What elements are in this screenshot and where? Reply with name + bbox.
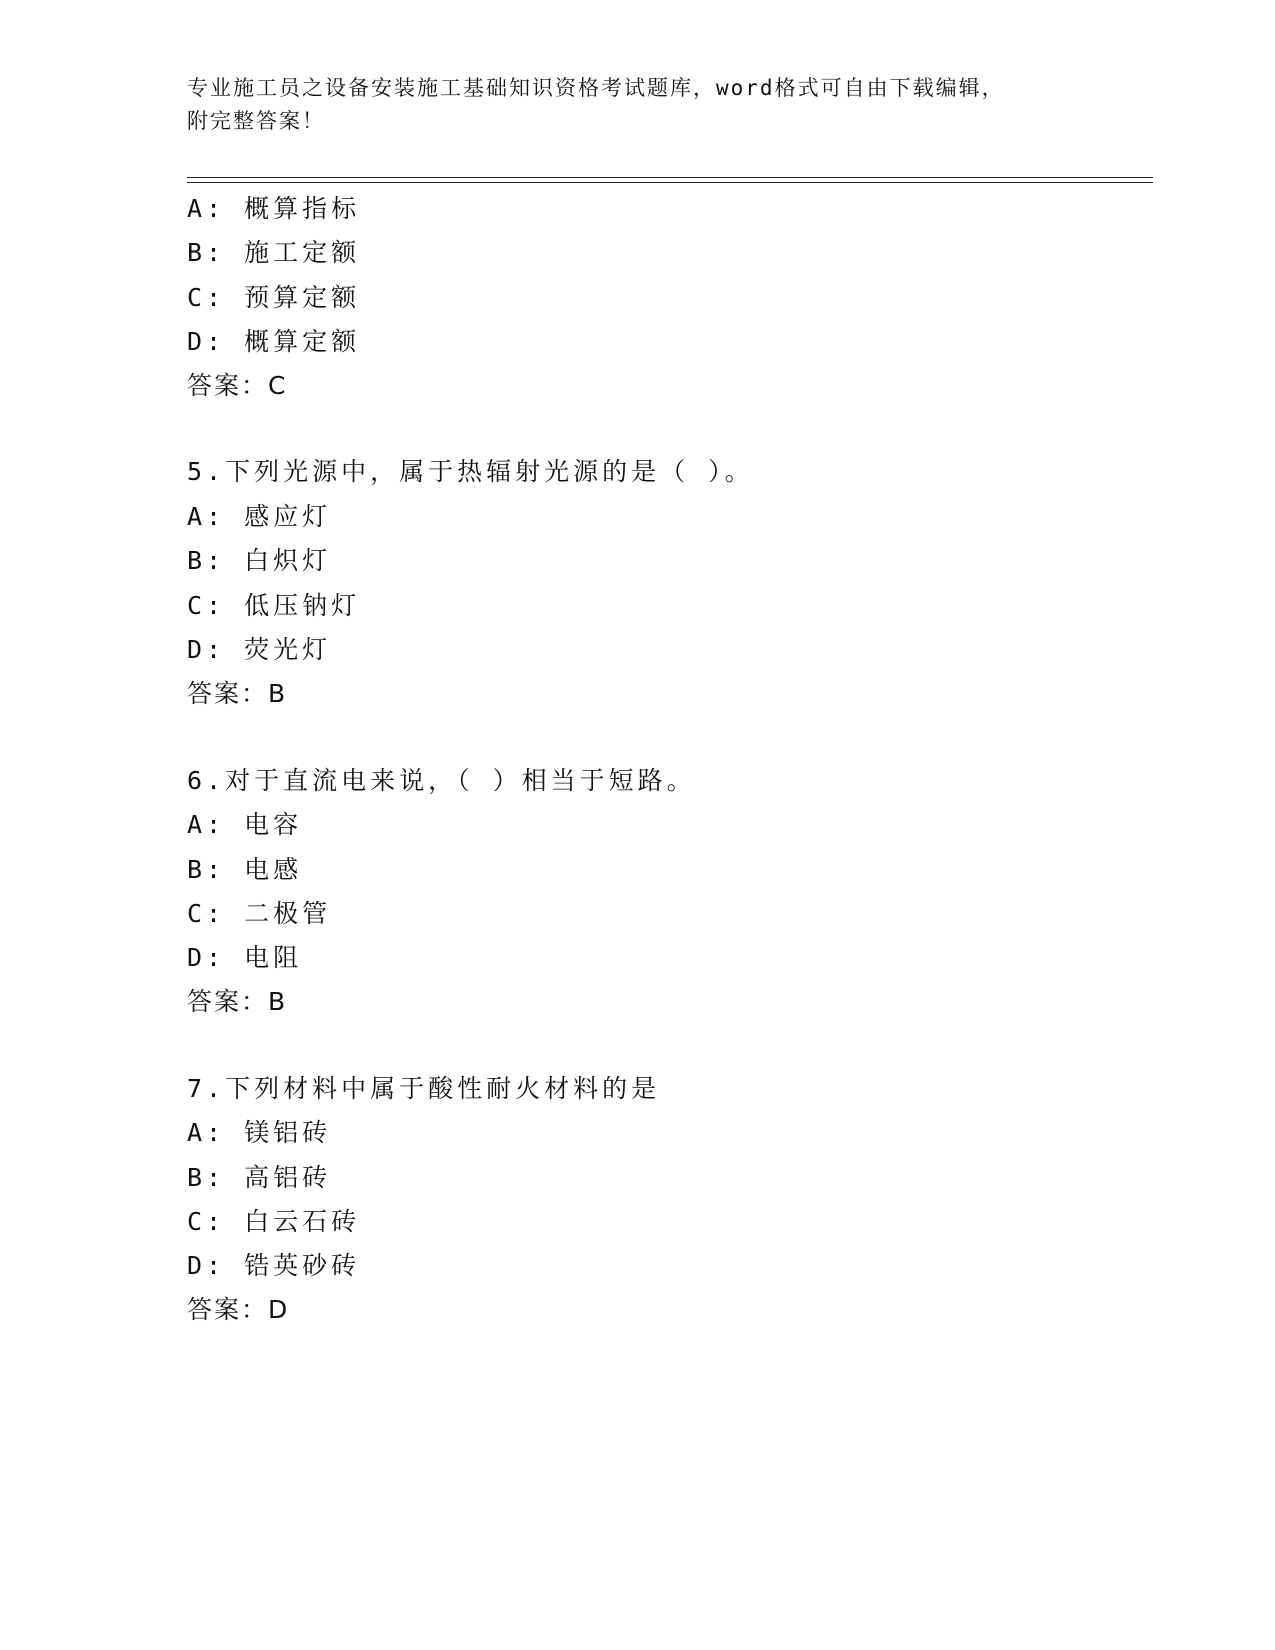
q7-option-c: C: 白云石砖 xyxy=(187,1207,361,1236)
q4-option-b: B: 施工定额 xyxy=(187,238,361,267)
q7-option-b: B: 高铝砖 xyxy=(187,1163,332,1192)
q5-option-c: C: 低压钠灯 xyxy=(187,591,361,620)
document-header xyxy=(187,72,1087,138)
q5-option-a: A: 感应灯 xyxy=(187,502,332,531)
q5-question: 5.下列光源中，属于热辐射光源的是（ ）。 xyxy=(187,457,754,486)
q4-option-d: D: 概算定额 xyxy=(187,327,361,356)
q6-answer: 答案：B xyxy=(187,987,288,1016)
q4-option-c: C: 预算定额 xyxy=(187,283,361,312)
q4-option-a: A: 概算指标 xyxy=(187,194,361,223)
q6-question: 6.对于直流电来说，（ ）相当于短路。 xyxy=(187,766,696,795)
q6-option-d: D: 电阻 xyxy=(187,943,303,972)
header-divider-bottom xyxy=(187,182,1153,183)
q7-option-a: A: 镁铝砖 xyxy=(187,1118,332,1147)
q5-option-b: B: 白炽灯 xyxy=(187,546,332,575)
q6-option-a: A: 电容 xyxy=(187,810,303,839)
header-divider-top xyxy=(187,177,1153,178)
header-line-2: 附完整答案！ xyxy=(187,109,325,133)
q5-answer: 答案：B xyxy=(187,679,288,708)
q4-answer: 答案：C xyxy=(187,371,288,400)
q5-option-d: D: 荧光灯 xyxy=(187,635,332,664)
q7-question: 7.下列材料中属于酸性耐火材料的是 xyxy=(187,1074,661,1103)
q7-answer: 答案：D xyxy=(187,1295,290,1324)
header-line-1: 专业施工员之设备安装施工基础知识资格考试题库，word格式可自由下载编辑， xyxy=(187,76,1005,100)
q6-option-c: C: 二极管 xyxy=(187,899,332,928)
q7-option-d: D: 锆英砂砖 xyxy=(187,1251,361,1280)
q6-option-b: B: 电感 xyxy=(187,855,303,884)
